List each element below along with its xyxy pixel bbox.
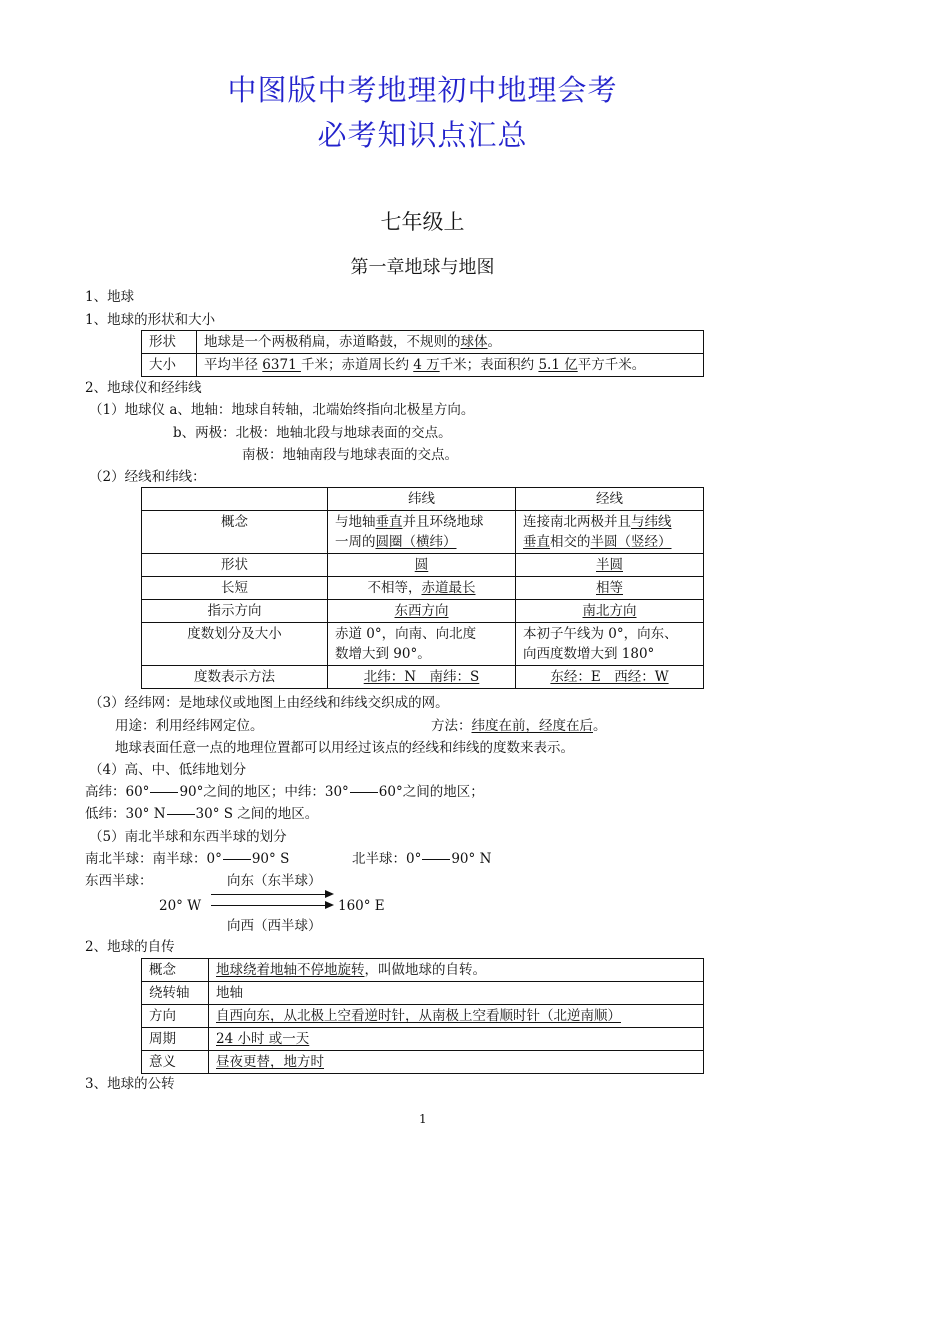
hemispheres-heading: （5）南北半球和东西半球的划分 <box>89 829 287 845</box>
table-row <box>142 666 704 689</box>
latitude-zones-heading: （4）高、中、低纬地划分 <box>89 762 247 778</box>
table-row <box>142 488 704 511</box>
row-label: 形状 <box>142 554 328 577</box>
arrow-label-160e: 160° E <box>338 898 385 914</box>
table-cell-label: 大小 <box>142 354 197 377</box>
table-cell-value: 平均半径 6371 千米；赤道周长约 4 万千米；表面积约 5.1 亿平方千米。 <box>197 354 704 377</box>
row-label: 指示方向 <box>142 600 328 623</box>
graticule-definition: （3）经纬网：是地球仪或地图上由经线和纬线交织成的网。 <box>89 695 449 711</box>
latitude-length: 不相等，赤道最长 <box>328 577 516 600</box>
rotation-axis: 地轴 <box>209 982 704 1005</box>
table-row <box>142 1005 704 1028</box>
arrow-label-east: 向东（东半球） <box>227 873 322 889</box>
page-number: 1 <box>419 1112 427 1126</box>
table-row <box>142 600 704 623</box>
section-shape-size: 1、地球的形状和大小 <box>85 312 216 328</box>
row-label: 意义 <box>142 1051 209 1074</box>
latitude-direction: 东西方向 <box>328 600 516 623</box>
section-earth: 1、地球 <box>85 289 135 305</box>
table-row <box>142 959 704 982</box>
globe-south-pole: 南极：地轴南段与地球表面的交点。 <box>242 447 458 463</box>
row-label: 概念 <box>142 959 209 982</box>
document-title-line-2: 必考知识点汇总 <box>317 118 528 152</box>
section-revolution: 3、地球的公转 <box>85 1076 175 1092</box>
table-row <box>142 577 704 600</box>
table-cell-label: 形状 <box>142 331 197 354</box>
graticule-use: 用途：利用经纬网定位。 <box>115 718 264 734</box>
column-header-latitude: 纬线 <box>328 488 516 511</box>
latitude-longitude-table <box>141 487 704 689</box>
longitude-degrees: 本初子午线为 0°，向东、 向西度数增大到 180° <box>516 623 704 666</box>
table-row <box>142 623 704 666</box>
grade-heading: 七年级上 <box>380 210 465 234</box>
table-row <box>142 554 704 577</box>
arrow-label-west: 向西（西半球） <box>227 918 322 934</box>
row-label: 方向 <box>142 1005 209 1028</box>
latitude-degrees: 赤道 0°，向南、向北度 数增大到 90°。 <box>328 623 516 666</box>
row-label: 度数划分及大小 <box>142 623 328 666</box>
longitude-length: 相等 <box>516 577 704 600</box>
table-row <box>142 331 704 354</box>
rotation-concept: 地球绕着地轴不停地旋转，叫做地球的自转。 <box>209 959 704 982</box>
latitude-zones-low: 低纬：30° N 30° S 之间的地区。 <box>85 806 319 822</box>
lines-heading: （2）经线和纬线： <box>89 469 206 485</box>
arrow-east-head <box>325 890 334 898</box>
hemispheres-south: 南北半球：南半球：0° 90° S <box>85 851 290 867</box>
table-row <box>142 354 704 377</box>
globe-axis: （1）地球仪 a、地轴：地球自转轴，北端始终指向北极星方向。 <box>89 402 475 418</box>
east-west-hemispheres-label: 东西半球： <box>85 873 153 889</box>
rotation-significance: 昼夜更替，地方时 <box>209 1051 704 1074</box>
table-cell-value: 地球是一个两极稍扁，赤道略鼓，不规则的球体。 <box>197 331 704 354</box>
row-label: 概念 <box>142 511 328 554</box>
section-globe: 2、地球仪和经纬线 <box>85 380 202 396</box>
row-label: 周期 <box>142 1028 209 1051</box>
longitude-concept: 连接南北两极并且与纬线 垂直相交的半圆（竖经） <box>516 511 704 554</box>
longitude-shape: 半圆 <box>516 554 704 577</box>
arrow-west-line <box>211 905 326 906</box>
row-label: 长短 <box>142 577 328 600</box>
arrow-west-head <box>325 901 334 909</box>
document-title-line-1: 中图版中考地理初中地理会考 <box>227 73 618 107</box>
table-row <box>142 1051 704 1074</box>
rotation-direction: 自西向东，从北极上空看逆时针，从南极上空看顺时针（北逆南顺） <box>209 1005 704 1028</box>
row-label: 绕转轴 <box>142 982 209 1005</box>
longitude-notation: 东经：E 西经：W <box>516 666 704 689</box>
row-label: 度数表示方法 <box>142 666 328 689</box>
latitude-shape: 圆 <box>328 554 516 577</box>
globe-north-pole: b、两极：北极：地轴北段与地球表面的交点。 <box>173 425 452 441</box>
latitude-zones-high-mid: 高纬：60° 90°之间的地区；中纬：30° 60°之间的地区； <box>85 784 484 800</box>
longitude-direction: 南北方向 <box>516 600 704 623</box>
latitude-notation: 北纬：N 南纬：S <box>328 666 516 689</box>
latitude-concept: 与地轴垂直并且环绕地球 一周的圆圈（横纬） <box>328 511 516 554</box>
arrow-label-20w: 20° W <box>159 898 202 914</box>
table-row <box>142 511 704 554</box>
rotation-table <box>141 958 704 1074</box>
chapter-heading: 第一章地球与地图 <box>350 257 495 278</box>
section-rotation: 2、地球的自传 <box>85 939 175 955</box>
rotation-period: 24 小时 或一天 <box>209 1028 704 1051</box>
table-row <box>142 1028 704 1051</box>
arrow-east-line <box>211 894 326 895</box>
shape-size-table <box>141 330 704 377</box>
hemispheres-north: 北半球：0° 90° N <box>352 851 492 867</box>
column-header-longitude: 经线 <box>516 488 704 511</box>
graticule-method: 方法：纬度在前，经度在后。 <box>431 718 607 734</box>
graticule-location-note: 地球表面任意一点的地理位置都可以用经过该点的经线和纬线的度数来表示。 <box>115 740 574 756</box>
table-row <box>142 982 704 1005</box>
